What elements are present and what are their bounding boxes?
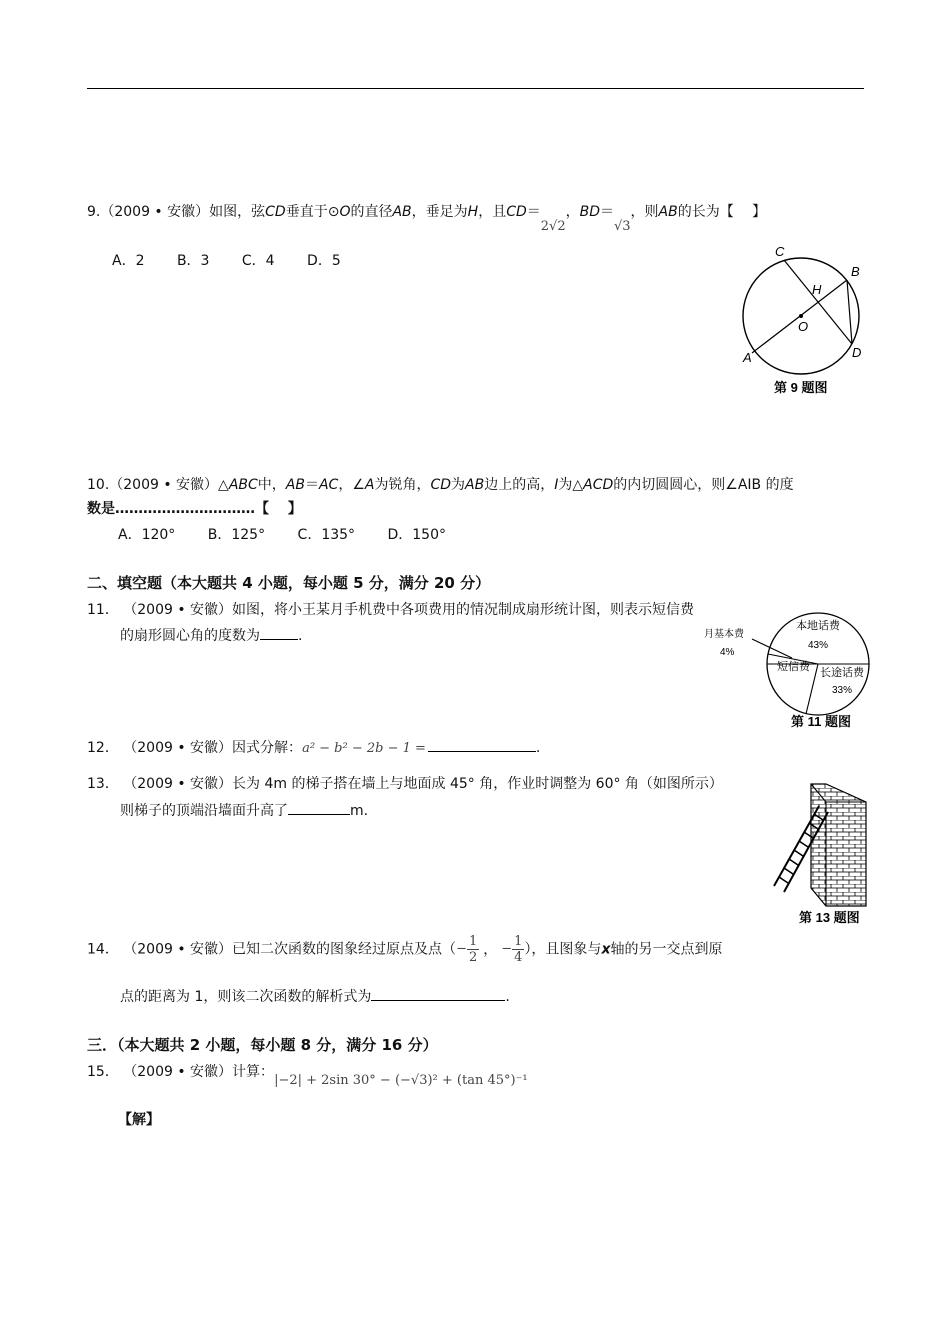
q9-option-c: C．4 <box>241 253 275 269</box>
q10-options <box>118 525 474 545</box>
question-15: 15． （2009 • 安徽）计算：|−2| + 2sin 30° − (−√3)² + (tan 45°)⁻¹ <box>87 1064 528 1088</box>
q11-answer-blank[interactable] <box>260 625 298 640</box>
q10-line-2: 数是…………………………【 】 <box>87 501 302 517</box>
q15-expression: |−2| + 2sin 30° − (−√3)² + (tan 45°)⁻¹ <box>274 1073 528 1088</box>
question-14-line-1: 14． （2009 • 安徽）已知二次函数的图象经过原点及点（− $\frac{1}{2}$ ， − $\frac{1}{4}$ ），且图象与x轴的另一交点到原 <box>87 934 723 965</box>
bd-value: √3 <box>613 219 631 234</box>
question-11-line-1: 11． （2009 • 安徽）如图，将小王某月手机费中各项费用的情况制成扇形统计图，则表示短信费 <box>87 602 695 618</box>
q14-fraction-2: $\frac{1}{4}$ <box>514 934 523 965</box>
slice-value-local: 43% <box>808 640 829 651</box>
q9-figure-caption: 第 9 题图 <box>774 380 828 395</box>
center-o-dot <box>799 314 803 318</box>
slice-label-long: 长途话费 <box>820 667 864 679</box>
question-11-line-2: 的扇形圆心角的度数为 . <box>120 625 302 646</box>
question-10: 10.（2009 • 安徽）△ABC中，AB＝AC，∠A为锐角，CD为AB边上的高，I为△ACD的内切圆圆心，则∠AIB 的度 <box>87 477 794 493</box>
q13-ladder-figure <box>768 780 873 930</box>
segment-bd <box>847 280 852 344</box>
label-b: B <box>851 264 860 279</box>
question-14-line-2: 点的距离为 1，则该二次函数的解析式为 . <box>120 986 510 1007</box>
q10-option-b: B．125° <box>207 527 266 543</box>
label-c: C <box>775 244 785 259</box>
q12-expression: a² − b² − 2b − 1 = <box>302 741 426 756</box>
section-3-heading: 三．（本大题共 2 小题，每小题 8 分，满分 16 分） <box>87 1036 438 1054</box>
q11-pie-figure <box>690 612 880 734</box>
q14-answer-blank[interactable] <box>371 986 505 1001</box>
q9-option-b: B．3 <box>176 253 210 269</box>
label-d: D <box>852 345 862 360</box>
q13-figure-caption: 第 13 题图 <box>799 910 860 925</box>
q10-option-c: C．135° <box>297 527 356 543</box>
slice-value-base: 4% <box>720 647 735 658</box>
question-13-line-1: 13． （2009 • 安徽）长为 4m 的梯子搭在墙上与地面成 45° 角，作业时调整为 60° 角（如图所示） <box>87 776 723 792</box>
q15-answer-label: 【解】 <box>118 1112 160 1128</box>
q9-options <box>112 251 369 271</box>
q9-option-d: D．5 <box>307 253 341 269</box>
header-rule <box>87 88 864 89</box>
q12-answer-blank[interactable] <box>428 737 536 752</box>
q13-answer-blank[interactable] <box>288 800 350 815</box>
slice-label-sms: 短信费 <box>777 661 810 673</box>
slice-value-long: 33% <box>832 685 853 696</box>
question-12: 12． （2009 • 安徽）因式分解：a² − b² − 2b − 1 = . <box>87 737 540 759</box>
slice-label-local: 本地话费 <box>796 620 840 632</box>
label-a: A <box>743 350 752 365</box>
question-9: 9.（2009 • 安徽）如图，弦CD垂直于⊙O的直径AB，垂足为H，且CD＝2√2，BD＝√3，则AB的长为【 】 <box>87 204 767 234</box>
cd-value: 2√2 <box>540 219 566 234</box>
q9-circle-figure <box>730 240 875 400</box>
question-13-line-2: 则梯子的顶端沿墙面升高了 m. <box>120 800 368 821</box>
q10-option-d: D．150° <box>387 527 447 543</box>
label-o: O <box>798 319 809 334</box>
q14-fraction-1: $\frac{1}{2}$ <box>468 934 478 965</box>
label-h: H <box>812 282 822 297</box>
slice-label-base: 月基本费 <box>704 629 744 640</box>
q11-figure-caption: 第 11 题图 <box>791 714 851 729</box>
q9-option-a: A．2 <box>112 253 145 269</box>
section-2-heading: 二、填空题（本大题共 4 小题，每小题 5 分，满分 20 分） <box>87 574 491 592</box>
q10-option-a: A．120° <box>118 527 176 543</box>
